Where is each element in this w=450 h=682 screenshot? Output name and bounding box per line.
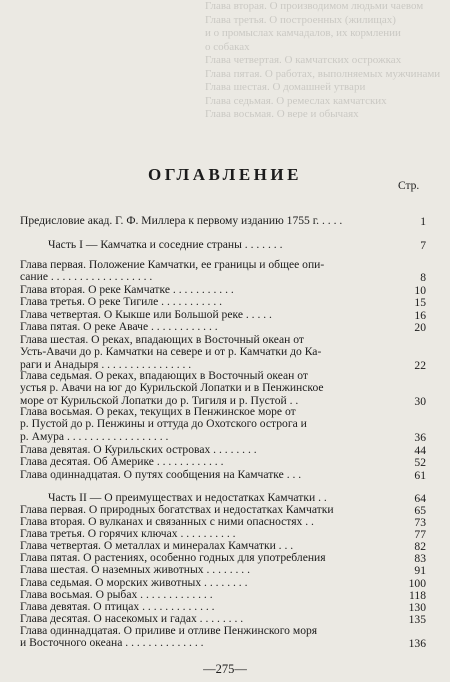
toc-page-number: 130 bbox=[408, 601, 426, 614]
toc-entry bbox=[20, 540, 400, 552]
toc-entry-line: устья р. Авачи на юг до Курильской Лопатки и в Пенжинское bbox=[20, 382, 324, 395]
bleed-line: Глава пятая. О работах, выполняемых мужчинами bbox=[205, 67, 441, 80]
toc-entry-line: р. Пустой до р. Пенжины и оттуда до Охотского острога и bbox=[20, 418, 307, 431]
toc-page-number: 15 bbox=[414, 296, 426, 309]
toc-entry bbox=[20, 577, 400, 589]
toc-entry bbox=[20, 625, 400, 650]
toc-entry-line: Глава одиннадцатая. О путях сообщения на Камчатке . . . bbox=[20, 469, 302, 481]
toc-page-number: 44 bbox=[414, 444, 426, 457]
toc-part bbox=[48, 492, 398, 504]
toc-page-number: 8 bbox=[420, 271, 426, 285]
toc-page-number: 77 bbox=[414, 528, 426, 541]
toc-entry bbox=[20, 469, 400, 481]
toc-page-number: 36 bbox=[414, 430, 426, 444]
toc-entry-line: море от Курильской Лопатки до р. Тигиля и р. Пустой . . bbox=[20, 394, 299, 407]
bleed-line: Глава седьмая. О ремеслах камчатских bbox=[205, 94, 387, 107]
toc-page-number: 64 bbox=[414, 492, 426, 505]
toc-page-number: 136 bbox=[408, 637, 426, 651]
toc-page-number: 91 bbox=[414, 564, 426, 577]
toc-entry-line: Глава седьмая. О морских животных . . . . . . . . bbox=[20, 577, 248, 589]
page-number: —275— bbox=[203, 662, 247, 676]
toc-page-number: 30 bbox=[414, 394, 426, 408]
toc-entry-line: Глава десятая. Об Америке . . . . . . . . . . . . bbox=[20, 456, 224, 468]
bleed-line: Глава вторая. О производимом людьми чаевом bbox=[205, 0, 424, 12]
toc-entry-line: Глава шестая. О реках, впадающих в Восточный океан от bbox=[20, 334, 304, 346]
toc-entry-line: Глава девятая. О птицах . . . . . . . . . . . . . bbox=[20, 601, 215, 613]
toc-entry-line: Глава четвертая. О Кыкше или Большой реке . . . . . bbox=[20, 309, 272, 321]
toc-page-number: 7 bbox=[420, 239, 426, 252]
toc-entry bbox=[20, 444, 400, 456]
toc-entry bbox=[20, 334, 400, 371]
toc-entry-line: Часть I — Камчатка и соседние страны . . . . . . . bbox=[48, 239, 283, 251]
toc-entry-line: Глава первая. О природных богатствах и недостатках Камчатки bbox=[20, 504, 334, 516]
toc-entry-line: Глава пятая. О растениях, особенно годных для употребления bbox=[20, 552, 326, 564]
toc-entry bbox=[20, 284, 400, 296]
toc-entry bbox=[20, 589, 400, 601]
page-title: ОГЛАВЛЕНИЕ bbox=[148, 165, 302, 184]
toc-page-number: 118 bbox=[409, 589, 426, 602]
toc-entry-line: Глава четвертая. О металлах и минералах Камчатки . . . bbox=[20, 540, 294, 552]
toc-entry-line: и Восточного океана . . . . . . . . . . . . . . bbox=[20, 637, 204, 650]
toc-page-number: 16 bbox=[414, 309, 426, 322]
toc-entry bbox=[20, 516, 400, 528]
toc-entry-line: Часть II — О преимуществах и недостатках Камчатки . . bbox=[48, 492, 327, 504]
toc-entry-line: Глава восьмая. О реках, текущих в Пенжинское море от bbox=[20, 406, 296, 418]
toc-page-number: 65 bbox=[414, 504, 426, 517]
toc-page-number: 83 bbox=[414, 552, 426, 565]
toc-entry bbox=[20, 528, 400, 540]
toc-entry bbox=[20, 259, 400, 284]
toc-entry bbox=[20, 370, 400, 407]
toc-entry bbox=[20, 504, 400, 516]
bleed-line: Глава восьмая. О вере и обычаях bbox=[205, 108, 359, 118]
toc-page-number: 82 bbox=[414, 540, 426, 553]
bleed-line: Глава третья. О построенных (жилищах) bbox=[205, 13, 396, 26]
bleed-line: Глава четвертая. О камчатских острожках bbox=[205, 54, 402, 66]
toc-entry bbox=[20, 613, 400, 625]
toc-entry-line: Глава десятая. О насекомых и гадах . . . . . . . . bbox=[20, 613, 244, 625]
toc-entry-line: Глава третья. О реке Тигиле . . . . . . . . . . . bbox=[20, 296, 223, 308]
toc-entry-line: Глава пятая. О реке Аваче . . . . . . . . . . . . bbox=[20, 321, 218, 333]
toc-page-number: 61 bbox=[414, 469, 426, 482]
toc-entry bbox=[20, 321, 400, 333]
toc-entry-line: Предисловие акад. Г. Ф. Миллера к первому изданию 1755 г. . . . . bbox=[20, 215, 343, 227]
toc-part bbox=[48, 239, 398, 251]
toc-entry-line: Глава шестая. О наземных животных . . . . . . . . bbox=[20, 564, 250, 576]
toc-entry-line: сание . . . . . . . . . . . . . . . . . . bbox=[20, 271, 153, 284]
toc-page-number: 73 bbox=[414, 516, 426, 529]
toc-entry-line: Глава девятая. О Курильских островах . . . . . . . . bbox=[20, 444, 257, 456]
toc-entry bbox=[20, 552, 400, 564]
toc-entry bbox=[20, 309, 400, 321]
toc-entry-line: Глава вторая. О вулканах и связанных с ними опасностях . . bbox=[20, 516, 314, 528]
toc-page-number: 135 bbox=[408, 613, 426, 626]
toc-page-number: 52 bbox=[414, 456, 426, 469]
toc-page-number: 22 bbox=[414, 358, 426, 372]
toc-entry-line: Усть-Авачи до р. Камчатки на севере и от р. Камчатки до Ка- bbox=[20, 346, 322, 359]
page-column-label: Стр. bbox=[398, 180, 420, 192]
toc-entry bbox=[20, 406, 400, 443]
toc-preface bbox=[20, 215, 400, 227]
toc-entry bbox=[20, 296, 400, 308]
toc-entry-line: Глава вторая. О реке Камчатке . . . . . . . . . . . bbox=[20, 284, 234, 296]
toc-entry bbox=[20, 564, 400, 576]
toc-entry bbox=[20, 456, 400, 468]
toc-entry-line: Глава седьмая. О реках, впадающих в Восточный океан от bbox=[20, 370, 308, 382]
toc-entry-line: раги и Анадыря . . . . . . . . . . . . . . . . bbox=[20, 358, 192, 371]
bleed-line: о собаках bbox=[205, 40, 250, 53]
toc-entry-line: Глава восьмая. О рыбах . . . . . . . . . . . . . bbox=[20, 589, 213, 601]
bleed-line: и о промыслах камчадалов, их кормлении bbox=[205, 27, 401, 39]
toc-page-number: 100 bbox=[408, 577, 426, 590]
toc-entry-line: Глава третья. О горячих ключах . . . . . . . . . . bbox=[20, 528, 236, 540]
toc-page-number: 20 bbox=[414, 321, 426, 334]
toc-entry-line: р. Амура . . . . . . . . . . . . . . . . . . bbox=[20, 430, 169, 443]
toc-entry-line: Глава первая. Положение Камчатки, ее границы и общее опи- bbox=[20, 259, 325, 271]
toc-entry bbox=[20, 601, 400, 613]
toc-entry-line: Глава одиннадцатая. О приливе и отливе Пенжинского моря bbox=[20, 625, 318, 637]
toc-page-number: 1 bbox=[420, 215, 426, 228]
toc-page-number: 10 bbox=[414, 284, 426, 297]
bleed-line: Глава шестая. О домашней утвари bbox=[205, 81, 366, 93]
